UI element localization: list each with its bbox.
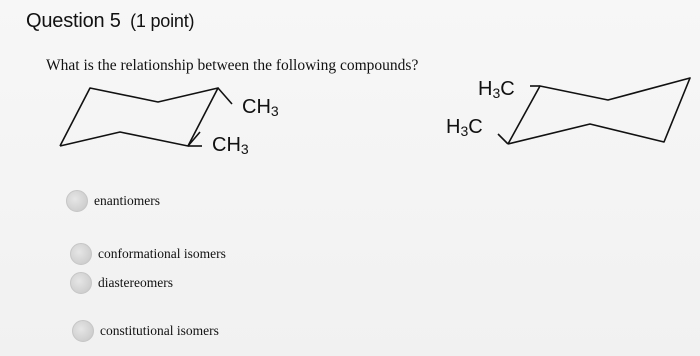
question-title: Question 5 (26, 10, 121, 32)
left-chair-molecule (60, 88, 232, 146)
option-enantiomers[interactable] (66, 190, 160, 212)
right-methyl-bottom (446, 116, 483, 139)
label-subscript: 3 (270, 103, 279, 119)
radio-button[interactable] (70, 272, 92, 294)
right-chair-molecule (498, 78, 690, 144)
label-text: CH (242, 96, 271, 118)
left-ring-bonds (60, 88, 218, 146)
right-ring-bonds (508, 78, 690, 144)
question-prompt: What is the relationship between the following compounds? (46, 57, 419, 74)
left-methyl-bottom (212, 134, 249, 157)
radio-button[interactable] (72, 320, 94, 342)
option-label: diastereomers (98, 275, 173, 290)
label-text: H (446, 116, 461, 138)
option-constitutional-isomers[interactable] (72, 320, 219, 342)
left-axial-bond (218, 88, 232, 104)
option-diastereomers[interactable] (70, 272, 173, 294)
option-label: constitutional isomers (100, 323, 219, 338)
left-methyl-top (242, 96, 279, 119)
radio-button[interactable] (66, 190, 88, 212)
option-conformational-isomers[interactable] (70, 243, 226, 265)
label-text: H (478, 78, 493, 100)
radio-button[interactable] (70, 243, 92, 265)
label-text: CH (212, 134, 241, 156)
right-methyl-top (478, 78, 515, 101)
label-subscript: 3 (492, 85, 501, 101)
label-subscript: 3 (460, 123, 469, 139)
label-text: C (500, 78, 515, 100)
option-label: conformational isomers (98, 246, 226, 261)
question-points: (1 point) (130, 11, 195, 31)
label-text: C (468, 116, 483, 138)
option-label: enantiomers (94, 193, 160, 208)
label-subscript: 3 (240, 141, 249, 157)
right-bottom-bond (498, 134, 508, 144)
